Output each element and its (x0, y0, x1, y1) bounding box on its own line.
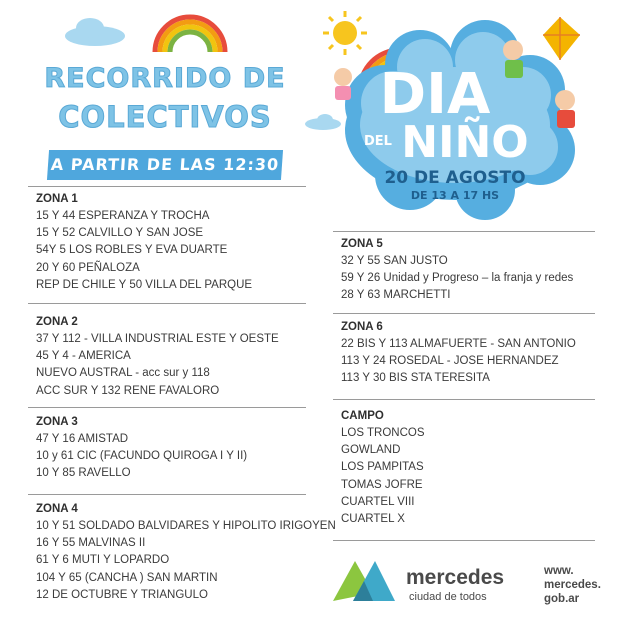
route-item: LOS TRONCOS (341, 427, 425, 439)
divider (28, 407, 306, 408)
zone-heading: ZONA 3 (36, 416, 78, 428)
event-del: DEL (364, 134, 392, 149)
event-date: 20 DE AGOSTO (384, 168, 526, 188)
route-item: 10 y 61 CIC (FACUNDO QUIROGA I Y II) (36, 450, 248, 463)
route-item: NUEVO AUSTRAL - acc sur y 118 (36, 367, 210, 380)
zone-1-section (36, 193, 252, 294)
divider (333, 313, 595, 314)
zone-5-section (341, 238, 573, 305)
website-url-line-3: gob.ar (544, 593, 580, 605)
zone-heading: ZONA 6 (341, 321, 383, 333)
event-title: DIA (379, 62, 491, 127)
divider (333, 540, 595, 541)
campo-section (341, 410, 425, 528)
zone-heading: ZONA 4 (36, 503, 78, 515)
route-item: 47 Y 16 AMISTAD (36, 433, 129, 445)
zone-2-section (36, 316, 279, 400)
route-item: 16 Y 55 MALVINAS II (36, 537, 146, 550)
zone-3-section (36, 416, 247, 483)
zone-heading: ZONA 2 (36, 316, 78, 328)
zone-4-section (36, 503, 336, 604)
route-item: 104 Y 65 (CANCHA ) SAN MARTIN (36, 571, 218, 584)
dia-del-nino-illustration (315, 5, 615, 225)
route-item: 37 Y 112 - VILLA INDUSTRIAL ESTE Y OESTE (36, 333, 279, 345)
divider (333, 399, 595, 400)
route-item: 10 Y 51 SOLDADO BALVIDARES Y HIPOLITO IRIGOYEN (36, 520, 336, 532)
route-item: 28 Y 63 MARCHETTI (341, 289, 451, 302)
route-item: 59 Y 26 Unidad y Progreso – la franja y redes (341, 272, 574, 285)
zone-heading: CAMPO (341, 410, 384, 422)
zone-heading: ZONA 1 (36, 193, 78, 205)
route-item: GOWLAND (341, 444, 401, 457)
title-line-2: COLECTIVOS (58, 100, 272, 134)
mercedes-logo-icon (333, 553, 395, 603)
route-item: 61 Y 6 MUTI Y LOPARDO (36, 554, 170, 567)
route-item: LOS PAMPITAS (341, 461, 424, 474)
route-item: 54Y 5 LOS ROBLES Y EVA DUARTE (36, 244, 228, 257)
route-item: CUARTEL X (341, 513, 405, 526)
website-url-line-2: mercedes. (544, 579, 601, 591)
divider (28, 494, 306, 495)
start-time-banner: A PARTIR DE LAS 12:30 (47, 150, 283, 180)
route-item: 32 Y 55 SAN JUSTO (341, 255, 448, 267)
event-nino: NIÑO (401, 117, 529, 168)
divider (333, 231, 595, 232)
route-item: CUARTEL VIII (341, 495, 415, 508)
route-item: TOMAS JOFRE (341, 478, 423, 491)
brand-tagline: ciudad de todos (409, 591, 487, 603)
route-item: 10 Y 85 RAVELLO (36, 467, 131, 480)
brand-name: mercedes (406, 566, 505, 589)
route-item: 45 Y 4 - AMERICA (36, 350, 131, 363)
route-item: ACC SUR Y 132 RENE FAVALORO (36, 384, 220, 397)
route-item: 20 Y 60 PEÑALOZA (36, 261, 140, 274)
zone-heading: ZONA 5 (341, 238, 383, 250)
route-item: 15 Y 52 CALVILLO Y SAN JOSE (36, 227, 204, 240)
route-item: 113 Y 30 BIS STA TERESITA (341, 372, 490, 385)
route-item: 15 Y 44 ESPERANZA Y TROCHA (36, 210, 210, 222)
route-item: 113 Y 24 ROSEDAL - JOSE HERNANDEZ (341, 355, 559, 368)
title-line-1: RECORRIDO DE (44, 63, 286, 94)
website-url-line-1: www. (544, 565, 574, 577)
zone-6-section (341, 321, 576, 388)
event-hours: DE 13 A 17 HS (410, 189, 500, 202)
small-cloud-illustration (303, 112, 343, 132)
divider (28, 303, 306, 304)
route-item: 22 BIS Y 113 ALMAFUERTE - SAN ANTONIO (341, 338, 576, 350)
route-item: 12 DE OCTUBRE Y TRIANGULO (36, 588, 208, 601)
route-item: REP DE CHILE Y 50 VILLA DEL PARQUE (36, 278, 253, 291)
cloud-rainbow-illustration (60, 12, 230, 57)
divider (28, 186, 306, 187)
